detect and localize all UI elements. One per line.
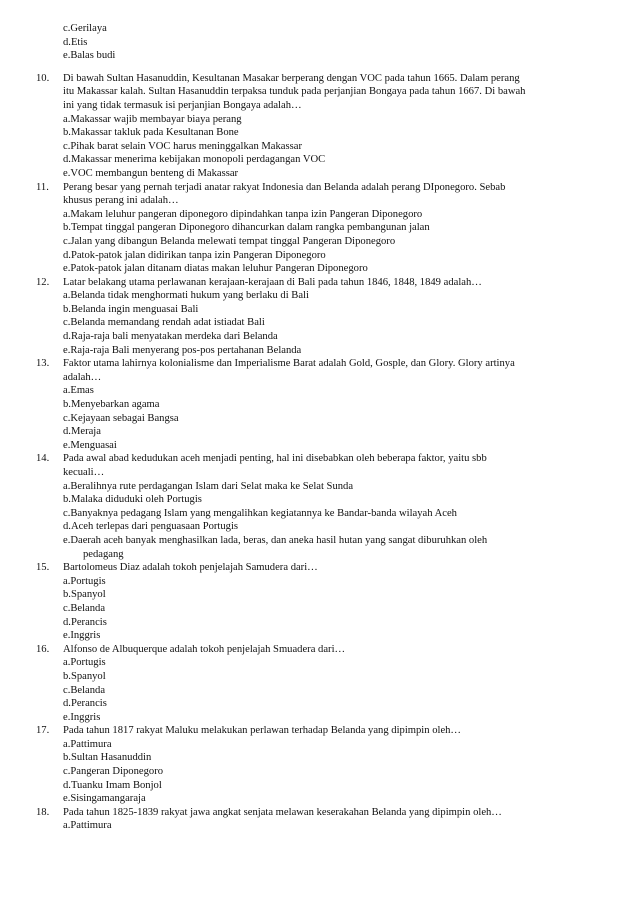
question-18 bbox=[0, 806, 603, 833]
question-17 bbox=[0, 724, 603, 806]
option: c.Jalan yang dibangun Belanda melewati tempat tinggal Pangeran Diponegoro bbox=[63, 235, 396, 247]
question-text: khusus perang ini adalah… bbox=[63, 195, 179, 207]
option: e.Menguasai bbox=[63, 439, 117, 451]
question-number: 13. bbox=[36, 358, 50, 370]
option: c.Belanda bbox=[63, 684, 106, 696]
option: b.Spanyol bbox=[63, 589, 106, 601]
question-text: Pada tahun 1825-1839 rakyat jawa angkat senjata melawan keserakahan Belanda yang dipimpin oleh… bbox=[63, 806, 502, 818]
question-text: kecuali… bbox=[63, 467, 105, 478]
question-15 bbox=[0, 561, 603, 643]
question-number: 10. bbox=[36, 72, 50, 84]
question-number: 11. bbox=[36, 181, 49, 193]
option: e.Raja-raja Bali menyerang pos-pos pertahanan Belanda bbox=[63, 344, 302, 356]
option: d.Perancis bbox=[63, 616, 107, 628]
option: c.Pihak barat selain VOC harus meninggalkan Makassar bbox=[63, 140, 302, 152]
option: b.Sultan Hasanuddin bbox=[63, 752, 152, 764]
option: b.Malaka diduduki oleh Portugis bbox=[63, 494, 202, 506]
question-number: 14. bbox=[36, 453, 50, 465]
option: a.Beralihnya rute perdagangan Islam dari Selat maka ke Selat Sunda bbox=[63, 480, 354, 492]
question-number: 15. bbox=[36, 562, 50, 574]
question-text: Pada tahun 1817 rakyat Maluku melakukan perlawan terhadap Belanda yang dipimpin oleh… bbox=[63, 725, 462, 737]
question-text: Perang besar yang pernah terjadi anatar rakyat Indonesia dan Belanda adalah perang DIponegoro. Sebab bbox=[63, 181, 506, 193]
option: e.Inggris bbox=[63, 711, 101, 723]
question-text: Faktor utama lahirnya kolonialisme dan Imperialisme Barat adalah Gold, Gosple, dan Glory. Glory artinya bbox=[63, 358, 515, 370]
option: d.Patok-patok jalan didirikan tanpa izin Pangeran Diponegoro bbox=[63, 249, 326, 261]
option: d.Aceh terlepas dari penguasaan Portugis bbox=[63, 521, 239, 533]
option: e.VOC membangun benteng di Makassar bbox=[63, 167, 239, 179]
question-text: Latar belakang utama perlawanan kerajaan-kerajaan di Bali pada tahun 1846, 1848, 1849 adalah… bbox=[63, 276, 482, 288]
question-text: Di bawah Sultan Hasanuddin, Kesultanan Masakar berperang dengan VOC pada tahun 1665. Dalam perang bbox=[63, 72, 520, 84]
option: b.Belanda ingin menguasai Bali bbox=[63, 303, 199, 315]
question-number: 18. bbox=[36, 806, 50, 818]
option: d.Raja-raja bali menyatakan merdeka dari Belanda bbox=[63, 331, 278, 343]
question-number: 12. bbox=[36, 276, 50, 288]
question-14 bbox=[0, 452, 603, 561]
option: d.Perancis bbox=[63, 698, 107, 710]
question-number: 17. bbox=[36, 725, 50, 737]
question-10 bbox=[0, 72, 603, 181]
option: d.Makassar menerima kebijakan monopoli perdagangan VOC bbox=[63, 154, 326, 166]
option-continuation: pedagang bbox=[83, 548, 124, 560]
question-text: Alfonso de Albuquerque adalah tokoh penjelajah Smuadera dari… bbox=[63, 643, 346, 655]
question-13 bbox=[0, 357, 603, 452]
option: b.Makassar takluk pada Kesultanan Bone bbox=[63, 127, 239, 139]
option: e.Sisingamangaraja bbox=[63, 793, 146, 805]
option: e.Patok-patok jalan ditanam diatas makan leluhur Pangeran Diponegoro bbox=[63, 263, 368, 275]
option: e.Daerah aceh banyak menghasilkan lada, beras, dan aneka hasil hutan yang sangat diburuhkan oleh bbox=[63, 534, 488, 546]
question-11 bbox=[0, 181, 603, 276]
option: c.Banyaknya pedagang Islam yang mengalihkan kegiatannya ke Bandar-banda wilayah Aceh bbox=[63, 507, 457, 519]
option: c.Belanda memandang rendah adat istiadat Bali bbox=[63, 317, 265, 329]
option: a.Portugis bbox=[63, 575, 106, 587]
question-12 bbox=[0, 276, 603, 358]
option: a.Emas bbox=[63, 385, 94, 397]
option: a.Portugis bbox=[63, 657, 106, 669]
option: b.Menyebarkan agama bbox=[63, 399, 160, 411]
option: a.Pattimura bbox=[63, 738, 112, 750]
option: e.Balas budi bbox=[63, 50, 116, 62]
option: e.Inggris bbox=[63, 630, 101, 642]
option: a.Belanda tidak menghormati hukum yang berlaku di Bali bbox=[63, 290, 309, 302]
option: d.Etis bbox=[63, 36, 88, 48]
question-text: Pada awal abad kedudukan aceh menjadi penting, hal ini disebabkan oleh beberapa faktor, yaitu sbb bbox=[63, 453, 487, 465]
option: c.Kejayaan sebagai Bangsa bbox=[63, 412, 179, 424]
question-text: Bartolomeus Diaz adalah tokoh penjelajah Samudera dari… bbox=[63, 562, 318, 574]
question-number: 16. bbox=[36, 643, 50, 655]
option: d.Tuanku Imam Bonjol bbox=[63, 779, 162, 791]
question-text: ini yang tidak termasuk isi perjanjian Bongaya adalah… bbox=[63, 99, 302, 111]
lead-options bbox=[0, 0, 638, 63]
question-16 bbox=[0, 643, 603, 725]
option: c.Pangeran Diponegoro bbox=[63, 766, 164, 778]
option: c.Belanda bbox=[63, 602, 106, 614]
option: d.Meraja bbox=[63, 426, 101, 438]
question-text: adalah… bbox=[63, 371, 102, 383]
option: a.Makassar wajib membayar biaya perang bbox=[63, 113, 242, 125]
option: b.Spanyol bbox=[63, 670, 106, 682]
option: a.Pattimura bbox=[63, 820, 112, 832]
option: a.Makam leluhur pangeran diponegoro dipindahkan tanpa izin Pangeran Diponegoro bbox=[63, 208, 423, 220]
option: c.Gerilaya bbox=[63, 23, 107, 34]
option: b.Tempat tinggal pangeran Diponegoro dihancurkan dalam rangka pembangunan jalan bbox=[63, 222, 430, 234]
question-text: itu Makassar kalah. Sultan Hasanuddin terpaksa tunduk pada perjanjian Bongaya pada tahun 1667. Di bawah bbox=[63, 86, 526, 98]
